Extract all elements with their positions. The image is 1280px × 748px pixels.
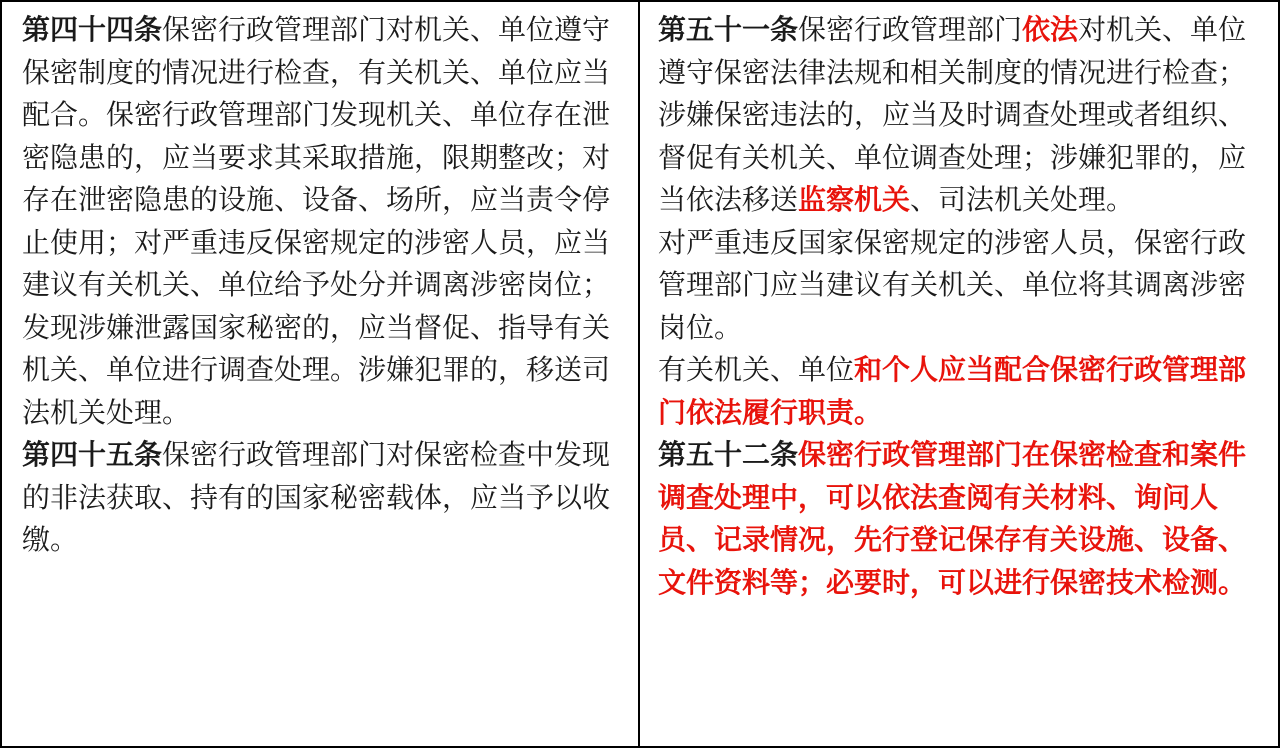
article-51-title: 第五十一条 [658,13,799,46]
article-51-paragraph-3-revision: 和个人应当配合保密行政管理部门依法履行职责。 [658,353,1247,429]
old-version-column [2,2,640,746]
article-51-paragraph-3 [658,349,1254,434]
article-52 [658,434,1254,604]
article-51-revision-2: 监察机关 [798,183,911,216]
article-45-title: 第四十五条 [22,438,163,471]
article-44-body: 保密行政管理部门对机关、单位遵守保密制度的情况进行检查，有关机关、单位应当配合。保密行政管理部门发现机关、单位存在泄密隐患的，应当要求其采取措施，限期整改；对存在泄密隐患的设施、设备、场所，应当责令停止使用；对严重违反保密规定的涉密人员，应当建议有关机关、单位给予处分并调离涉密岗位；发现涉嫌泄露国家秘密的，应当督促、指导有关机关、单位进行调查处理。涉嫌犯罪的，移送司法机关处理。 [22,13,611,429]
article-51 [658,9,1254,222]
article-51-revision-1: 依法 [1022,13,1079,46]
article-51-paragraph-2 [658,222,1254,350]
article-51-text-1: 保密行政管理部门 [798,13,1023,46]
new-version-column [640,2,1278,746]
article-51-text-2: 对机关、单位遵守保密法律法规和相关制度的情况进行检查；涉嫌保密违法的，应当及时调查处理或者组织、督促有关机关、单位调查处理；涉嫌犯罪的，应当依法移送 [658,13,1247,216]
article-52-title: 第五十二条 [658,438,799,471]
article-51-paragraph-3-text: 有关机关、单位 [658,353,855,386]
article-52-revision: 保密行政管理部门在保密检查和案件调查处理中，可以依法查阅有关材料、询问人员、记录情况，先行登记保存有关设施、设备、文件资料等；必要时，可以进行保密技术检测。 [658,438,1247,599]
article-44 [22,9,622,434]
article-51-text-3: 、司法机关处理。 [910,183,1135,216]
article-44-title: 第四十四条 [22,13,163,46]
article-51-paragraph-2-text: 对严重违反国家保密规定的涉密人员，保密行政管理部门应当建议有关机关、单位将其调离涉密岗位。 [658,225,1247,344]
article-45 [22,434,622,562]
article-45-body: 保密行政管理部门对保密检查中发现的非法获取、持有的国家秘密载体，应当予以收缴。 [22,438,611,556]
